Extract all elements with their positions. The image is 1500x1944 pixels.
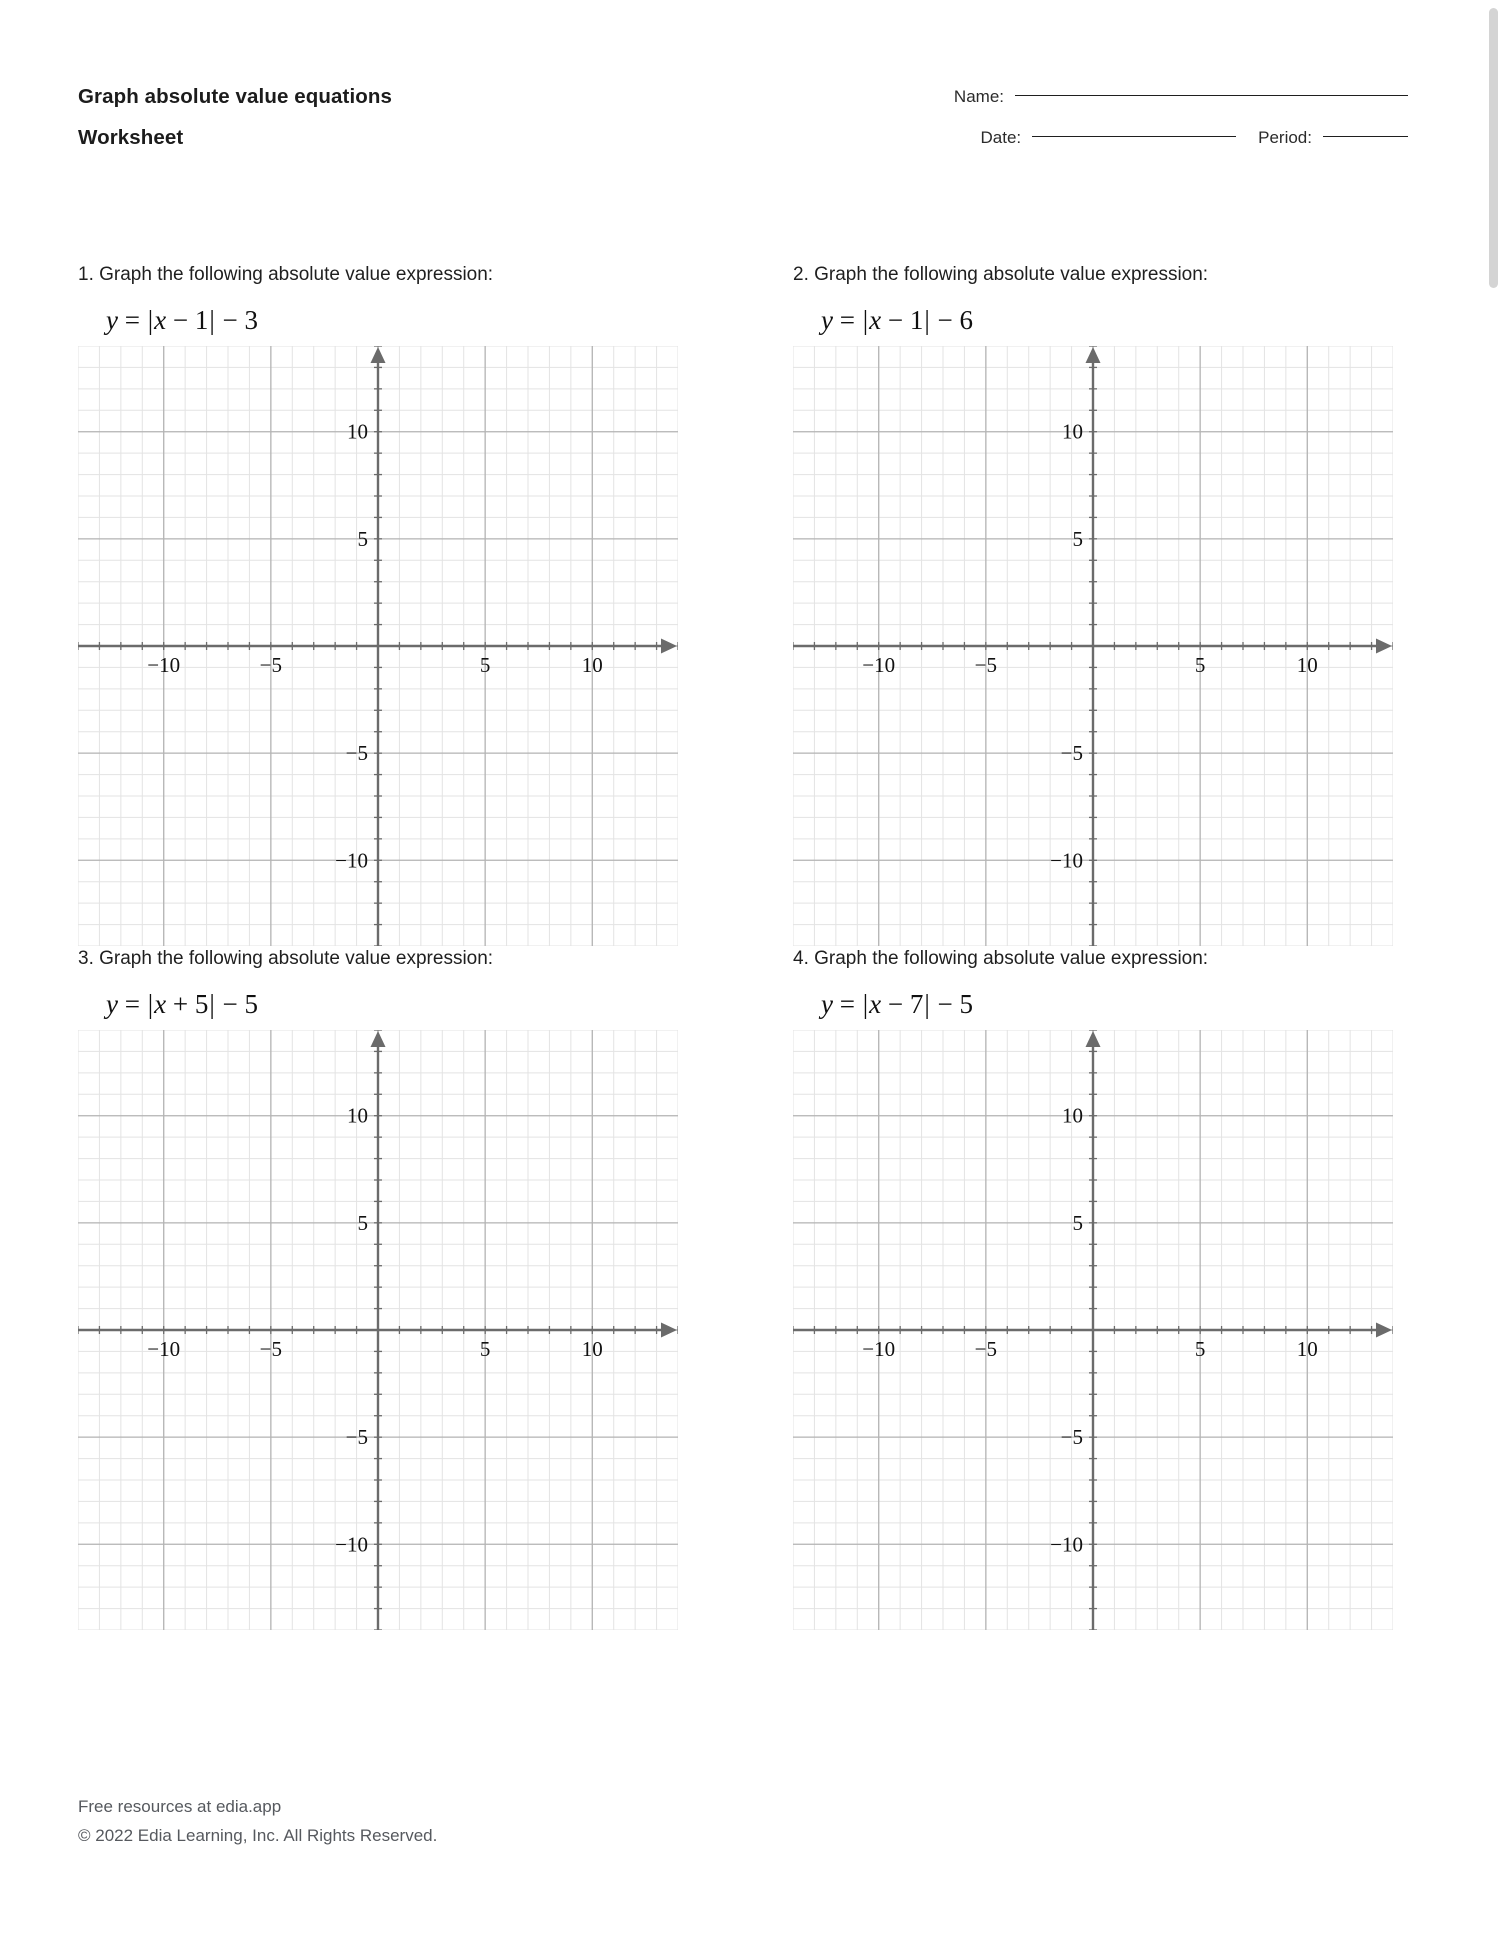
svg-text:10: 10 <box>1062 419 1083 444</box>
eq-var: x <box>869 305 882 335</box>
problem-2-prompt: 2. Graph the following absolute value expression: <box>793 264 1209 285</box>
eq-inner-op: + <box>172 989 189 1019</box>
svg-text:−5: −5 <box>345 1425 368 1450</box>
svg-text:5: 5 <box>357 1210 368 1235</box>
svg-text:−5: −5 <box>1060 741 1083 766</box>
svg-text:−10: −10 <box>1050 848 1083 873</box>
svg-text:−10: −10 <box>147 1337 181 1361</box>
date-input-line[interactable] <box>1032 136 1236 137</box>
title-block <box>78 76 392 158</box>
eq-equals: = <box>124 305 140 335</box>
eq-inner-op: − <box>887 989 904 1019</box>
problem-1-prompt: 1. Graph the following absolute value expression: <box>78 264 494 285</box>
page-scrollbar[interactable] <box>1487 0 1500 1944</box>
svg-text:−5: −5 <box>1060 1425 1083 1450</box>
eq-equals: = <box>839 989 855 1019</box>
svg-text:10: 10 <box>347 419 368 444</box>
eq-inner-num: 1 <box>909 305 924 335</box>
eq-outer-op: − <box>222 305 238 335</box>
eq-lhs: y <box>106 989 118 1019</box>
eq-abs-close: | <box>209 305 215 335</box>
svg-text:−10: −10 <box>335 848 368 873</box>
eq-inner-num: 5 <box>194 989 209 1019</box>
eq-inner-num: 1 <box>194 305 209 335</box>
eq-var: x <box>154 989 167 1019</box>
problems-container <box>78 262 1408 1630</box>
worksheet-header <box>78 76 1408 156</box>
problem-4-graph[interactable] <box>793 1030 1393 1630</box>
eq-abs-close: | <box>924 305 930 335</box>
eq-equals: = <box>839 305 855 335</box>
date-period-field-row <box>928 117 1408 158</box>
problem-2-graph[interactable] <box>793 346 1393 946</box>
eq-abs-close: | <box>924 989 930 1019</box>
svg-text:−5: −5 <box>259 653 283 677</box>
svg-text:−10: −10 <box>1050 1532 1083 1557</box>
eq-abs-open: | <box>862 305 869 335</box>
svg-text:10: 10 <box>347 1103 368 1128</box>
scrollbar-thumb[interactable] <box>1489 8 1498 288</box>
page-subtitle: Worksheet <box>78 126 184 149</box>
svg-text:−5: −5 <box>259 1337 283 1361</box>
svg-text:10: 10 <box>1296 653 1318 677</box>
svg-text:−5: −5 <box>345 741 368 766</box>
footer-resources-line: Free resources at edia.app <box>78 1797 282 1816</box>
svg-text:−10: −10 <box>147 653 181 677</box>
eq-abs-open: | <box>862 989 869 1019</box>
problem-3-graph[interactable] <box>78 1030 678 1630</box>
problem-3-prompt: 3. Graph the following absolute value expression: <box>78 948 494 969</box>
student-info-fields <box>928 76 1408 158</box>
eq-outer-op: − <box>222 989 238 1019</box>
eq-outer-num: 3 <box>244 305 258 335</box>
eq-equals: = <box>124 989 140 1019</box>
svg-text:5: 5 <box>357 526 368 551</box>
svg-text:5: 5 <box>479 1337 491 1361</box>
problem-4-prompt: 4. Graph the following absolute value expression: <box>793 948 1209 969</box>
eq-lhs: y <box>821 305 833 335</box>
problem-1 <box>78 262 693 946</box>
svg-text:10: 10 <box>581 1337 603 1361</box>
svg-text:5: 5 <box>1072 1210 1083 1235</box>
name-field-row <box>928 76 1408 117</box>
problem-1-graph[interactable] <box>78 346 678 946</box>
svg-text:5: 5 <box>1194 653 1206 677</box>
page-title: Graph absolute value equations <box>78 85 392 108</box>
eq-inner-op: − <box>887 305 904 335</box>
problem-2 <box>793 262 1408 946</box>
svg-text:−5: −5 <box>974 653 998 677</box>
problem-row-1 <box>78 262 1408 946</box>
svg-text:−10: −10 <box>862 1337 896 1361</box>
svg-text:−10: −10 <box>862 653 896 677</box>
name-input-line[interactable] <box>1015 95 1408 96</box>
eq-lhs: y <box>106 305 118 335</box>
svg-text:5: 5 <box>1072 526 1083 551</box>
eq-outer-num: 5 <box>244 989 258 1019</box>
problem-4 <box>793 946 1408 1630</box>
svg-text:10: 10 <box>581 653 603 677</box>
date-label: Date: <box>980 127 1022 147</box>
name-label: Name: <box>953 86 1004 106</box>
svg-text:−10: −10 <box>335 1532 368 1557</box>
footer-copyright-line: © 2022 Edia Learning, Inc. All Rights Reserved. <box>78 1826 438 1845</box>
problem-row-2 <box>78 946 1408 1630</box>
svg-text:5: 5 <box>479 653 491 677</box>
problem-4-equation <box>821 988 1408 1024</box>
eq-var: x <box>154 305 167 335</box>
worksheet-footer <box>78 1792 778 1850</box>
period-input-line[interactable] <box>1323 136 1408 137</box>
eq-outer-num: 6 <box>959 305 973 335</box>
eq-var: x <box>869 989 882 1019</box>
period-label: Period: <box>1258 127 1312 147</box>
svg-text:10: 10 <box>1296 1337 1318 1361</box>
svg-text:10: 10 <box>1062 1103 1083 1128</box>
eq-outer-num: 5 <box>959 989 973 1019</box>
eq-inner-op: − <box>172 305 189 335</box>
eq-abs-close: | <box>209 989 215 1019</box>
eq-abs-open: | <box>147 305 154 335</box>
eq-lhs: y <box>821 989 833 1019</box>
eq-inner-num: 7 <box>909 989 924 1019</box>
svg-text:5: 5 <box>1194 1337 1206 1361</box>
problem-2-equation <box>821 304 1408 340</box>
problem-3 <box>78 946 693 1630</box>
svg-text:−5: −5 <box>974 1337 998 1361</box>
eq-abs-open: | <box>147 989 154 1019</box>
eq-outer-op: − <box>937 989 953 1019</box>
problem-3-equation <box>106 988 693 1024</box>
problem-1-equation <box>106 304 693 340</box>
eq-outer-op: − <box>937 305 953 335</box>
